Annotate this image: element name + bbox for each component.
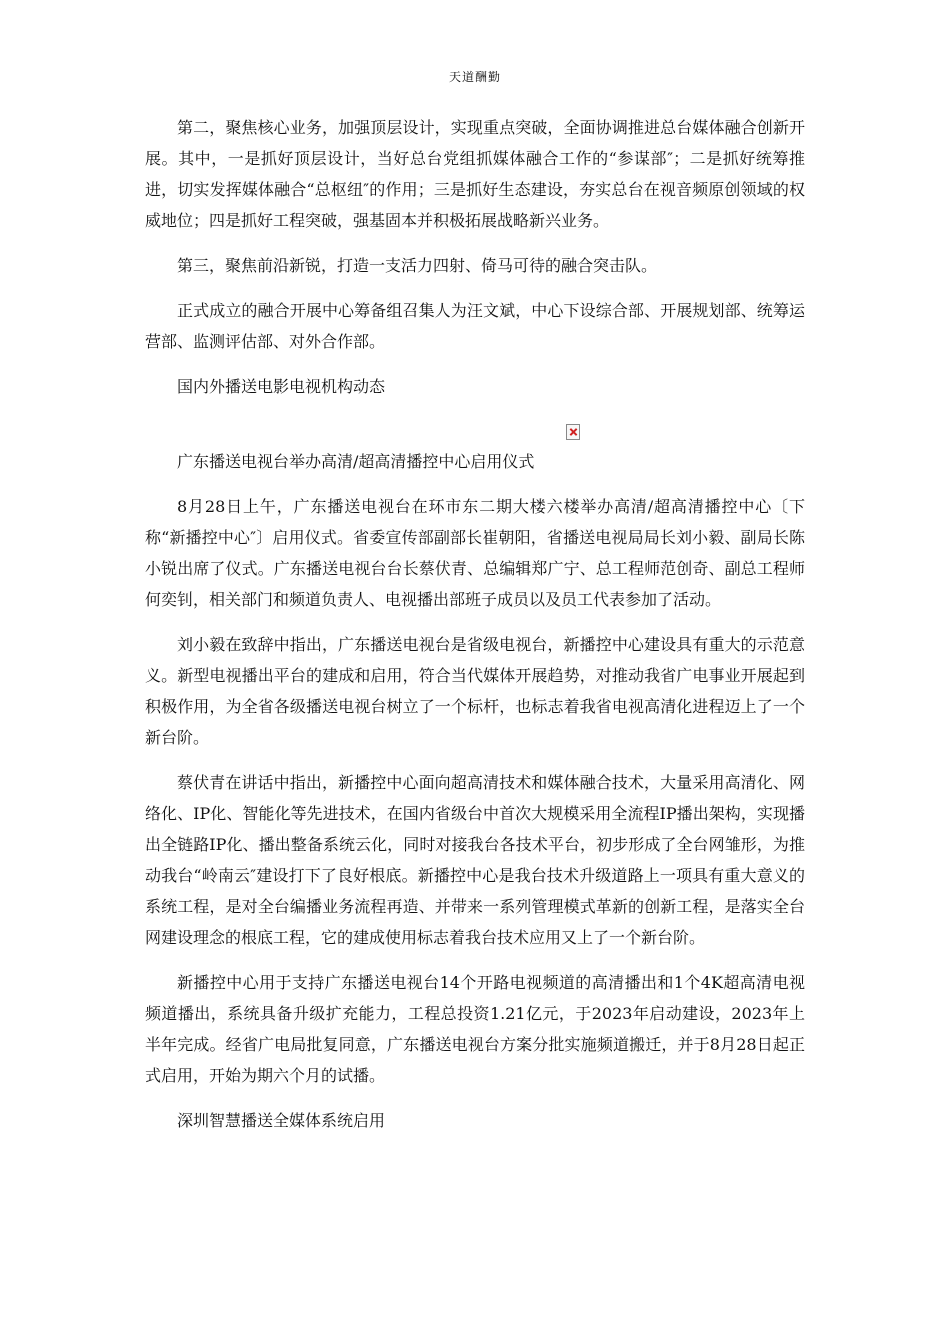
paragraph-focus-frontier: 第三，聚焦前沿新锐，打造一支活力四射、倚马可待的融合突击队。 bbox=[177, 256, 658, 275]
paragraph-cai-speech: 蔡伏青在讲话中指出，新播控中心面向超高清技术和媒体融合技术，大量采用高清化、网络化、IP化、智能化等先进技术，在国内省级台中首次大规模采用全流程IP播出架构，实现播出全链路IP化、播出整备系统云化，同时对接我台各技术平台，初步形成了全台网雏形，为推动我台“岭南云″建设打下了良好根底。新播控中心是我台技术升级道路上一项具有重大意义的系统工程，是对全台编播业务流程再造、并带来一系列管理模式革新的创新工程，是落实全台网建设理念的根底工程，它的建成使用标志着我台技术应用又上了一个新台阶。 bbox=[145, 773, 805, 947]
broken-image-icon bbox=[566, 424, 580, 440]
paragraph-center-details: 新播控中心用于支持广东播送电视台14个开路电视频道的高清播出和1个4K超高清电视频道播出，系统具备升级扩充能力，工程总投资1.21亿元，于2023年启动建设，2023年上半年完成。经省广电局批复同意，广东播送电视台方案分批实施频道搬迁，并于8月28日起正式启用，开始为期六个月的试播。 bbox=[145, 973, 805, 1085]
paragraph-ceremony: 8月28日上午，广东播送电视台在环市东二期大楼六楼举办高清/超高清播控中心〔下称“新播控中心″〕启用仪式。省委宣传部副部长崔朝阳，省播送电视局局长刘小毅、副局长陈小锐出席了仪式。广东播送电视台台长蔡伏青、总编辑郑广宁、总工程师范创奇、副总工程师何奕钊，相关部门和频道负责人、电视播出部班子成员以及员工代表参加了活动。 bbox=[145, 497, 805, 609]
image-placeholder-row bbox=[145, 416, 805, 444]
document-body bbox=[145, 112, 805, 1150]
paragraph-center-setup: 正式成立的融合开展中心筹备组召集人为汪文斌，中心下设综合部、开展规划部、统筹运营部、监测评估部、对外合作部。 bbox=[145, 301, 805, 351]
news-heading-guangdong: 广东播送电视台举办高清/超高清播控中心启用仪式 bbox=[177, 452, 535, 471]
paragraph-liu-speech: 刘小毅在致辞中指出，广东播送电视台是省级电视台，新播控中心建设具有重大的示范意义。新型电视播出平台的建成和启用，符合当代媒体开展趋势，对推动我省广电事业开展起到积极作用，为全省各级播送电视台树立了一个标杆，也标志着我省电视高清化进程迈上了一个新台阶。 bbox=[145, 635, 805, 747]
news-heading-shenzhen: 深圳智慧播送全媒体系统启用 bbox=[177, 1111, 386, 1130]
section-heading-broadcast-news: 国内外播送电影电视机构动态 bbox=[177, 377, 386, 396]
page-header: 天道酬勤 bbox=[448, 70, 501, 84]
paragraph-focus-core-business: 第二，聚焦核心业务，加强顶层设计，实现重点突破，全面协调推进总台媒体融合创新开展。其中，一是抓好顶层设计，当好总台党组抓媒体融合工作的“参谋部″；二是抓好统筹推进，切实发挥媒体融合“总枢纽″的作用；三是抓好生态建设，夯实总台在视音频原创领域的权威地位；四是抓好工程突破，强基固本并积极拓展战略新兴业务。 bbox=[145, 118, 805, 230]
